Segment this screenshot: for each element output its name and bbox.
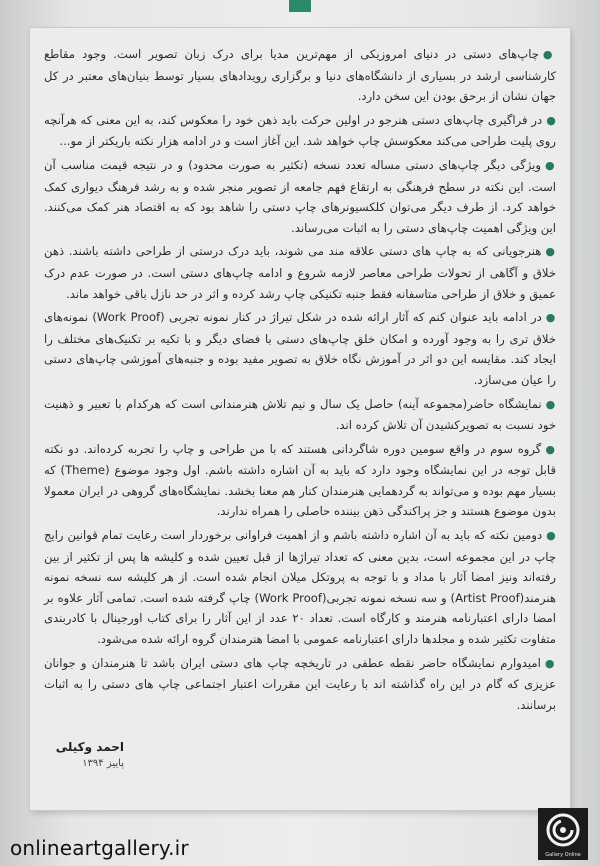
text-panel bbox=[30, 28, 570, 810]
paragraph-5: ●در ادامه باید عنوان کنم که آثار ارائه شده در شکل تیراژ در کنار نمونه تجربی (Work Proof) نمونه‌های خلاق تری را به وجود آورده و امکان خلق چاپ‌های دستی با فضای دیگر و با تکیه بر تکنیک‌های مختلف را ایجاد کند. مقایسه این دو اثر در آموزش نگاه خلاق به تصویر مفید بوده و جنبه‌های آموزشی چاپ‌های دستی را عیان می‌سازد. bbox=[44, 310, 556, 387]
bullet-icon: ● bbox=[546, 529, 556, 543]
site-url[interactable]: onlineartgallery.ir bbox=[10, 836, 189, 860]
paragraph-1: ●چاپ‌های دستی در دنیای امروزیکی از مهم‌ترین مدیا برای درک زبان تصویر است. وجود مقاطع کارشناسی ارشد در بسیاری از دانشگاه‌های دنیا و برگزاری رویدادهای بسیار توسط بنیان‌های معتبر در کل جهان نشان از برحق بودن این سخن دارد. bbox=[44, 47, 556, 104]
bullet-icon: ● bbox=[545, 311, 556, 325]
paragraph-7: ●گروه سوم در واقع سومین دوره شاگردانی هستند که با من طراحی و چاپ را تجربه کرده‌اند. دو نکته قابل توجه در این نمایشگاه وجود دارد که باید به آن اشاره داشته باشم. اول وجود موضوع (Theme) که بسیار مهم بوده و می‌تواند به گردهمایی هنرمندان کنار هم معنا بخشد. نمایشگاه‌های گروهی در ایران معمولا بدون موضوع هستند و جز پراکندگی ذهن بیننده حاصلی را همراه ندارند. bbox=[44, 441, 556, 519]
paragraph-8: ●دومین نکته که باید به آن اشاره داشته باشم و از اهمیت فراوانی برخوردار است رعایت تمام قوانین رایج چاپ در این مجموعه است، بدین معنی که تعداد تیراژها از قبل تعیین شده و کلیشه ها پس از تکثیر از بین رفته‌اند ونیز امضا آثار با مداد و با توجه به پروتکل میلان انجام شده است. از هر کلیشه سه نسخه نمونه هنرمند(Artist Proof) و سه نسخه نمونه تجربی(Work Proof) چاپ گرفته شده است. تمامی آثار علاوه بر امضا دارای اعتبارنامه هنرمند و کارگاه است. تعداد ۲۰ عدد از این آثار را برای کتاب اورجینال با کادربندی متفاوت تکثیر شده و مجلدها دارای اعتبارنامه عمومی با امضا هنرمندان گروه ارائه شده می‌شود. bbox=[44, 528, 556, 647]
top-accent-strip bbox=[289, 0, 311, 12]
signature-date: پاییز ۱۳۹۴ bbox=[82, 758, 124, 769]
bullet-icon: ● bbox=[542, 48, 556, 61]
logo-caption: Gallery Online bbox=[545, 852, 581, 858]
bullet-icon: ● bbox=[545, 397, 556, 411]
spiral-logo-icon bbox=[538, 808, 588, 852]
bullet-icon: ● bbox=[545, 442, 556, 456]
bullet-icon: ● bbox=[544, 158, 556, 172]
paragraph-4: ●هنرجویانی که به چاپ های دستی علاقه مند می شوند، باید درک درستی از طراحی داشته باشند. ذهن خلاق و آگاهی از تحولات طراحی معاصر لازمه شروع و ادامه چاپ‌های دستی است. در صورت عدم درک عمیق و خلاق از طراحی متاسفانه فقط جنبه تکنیکی چاپ رشد کرده و اثر در حد نازل باقی خواهد ماند. bbox=[44, 244, 556, 301]
paragraph-3: ●ویژگی دیگر چاپ‌های دستی مساله تعدد نسخه (تکثیر به صورت محدود) و در نتیجه قیمت مناسب آن است. این نکته در سطح فرهنگی به ارتقاع فهم جامعه از تصویر منجر شده و به رشد فرهنگ دیواری کمک خواهد کرد. از طرف دیگر می‌توان کلکسیونرهای چاپ دستی را شاهد بود که به اقتصاد هنر کمک می‌کنند. این ویژگی اهمیت چاپ‌های دستی را به اثبات می‌رساند. bbox=[44, 157, 556, 235]
paragraph-6: ●نمایشگاه حاضر(مجموعه آینه) حاصل یک سال و نیم تلاش هنرمندانی است که هرکدام با تعبیر و ذهنیت خود نسبت به تصویرکشیدن آن تلاش کرده اند. bbox=[44, 396, 556, 433]
bullet-icon: ● bbox=[546, 113, 556, 127]
signature-block bbox=[34, 740, 124, 769]
panel-content bbox=[44, 44, 556, 718]
bullet-icon: ● bbox=[544, 656, 556, 670]
paragraph-2: ●در فراگیری چاپ‌های دستی هنرجو در اولین حرکت باید ذهن خود را معکوس کند، به این معنی که هرآنچه روی پلیت طراحی می‌کند معکوسش چاپ خواهد شد. این آغاز است و در ادامه هزار نکته باریکتر از مو... bbox=[44, 112, 556, 149]
gallery-logo bbox=[538, 808, 588, 860]
bullet-icon: ● bbox=[545, 245, 556, 259]
paragraph-9: ●امیدوارم نمایشگاه حاضر نقطه عطفی در تاریخچه چاپ های دستی ایران باشد تا هنرمندان و جوانان عزیزی که گام در این راه گذاشته اند با رعایت این مقررات اعتبار اجتماعی چاپ های دستی را به اثبات برسانند. bbox=[44, 655, 556, 712]
author-name: احمد وکیلی bbox=[55, 740, 124, 754]
